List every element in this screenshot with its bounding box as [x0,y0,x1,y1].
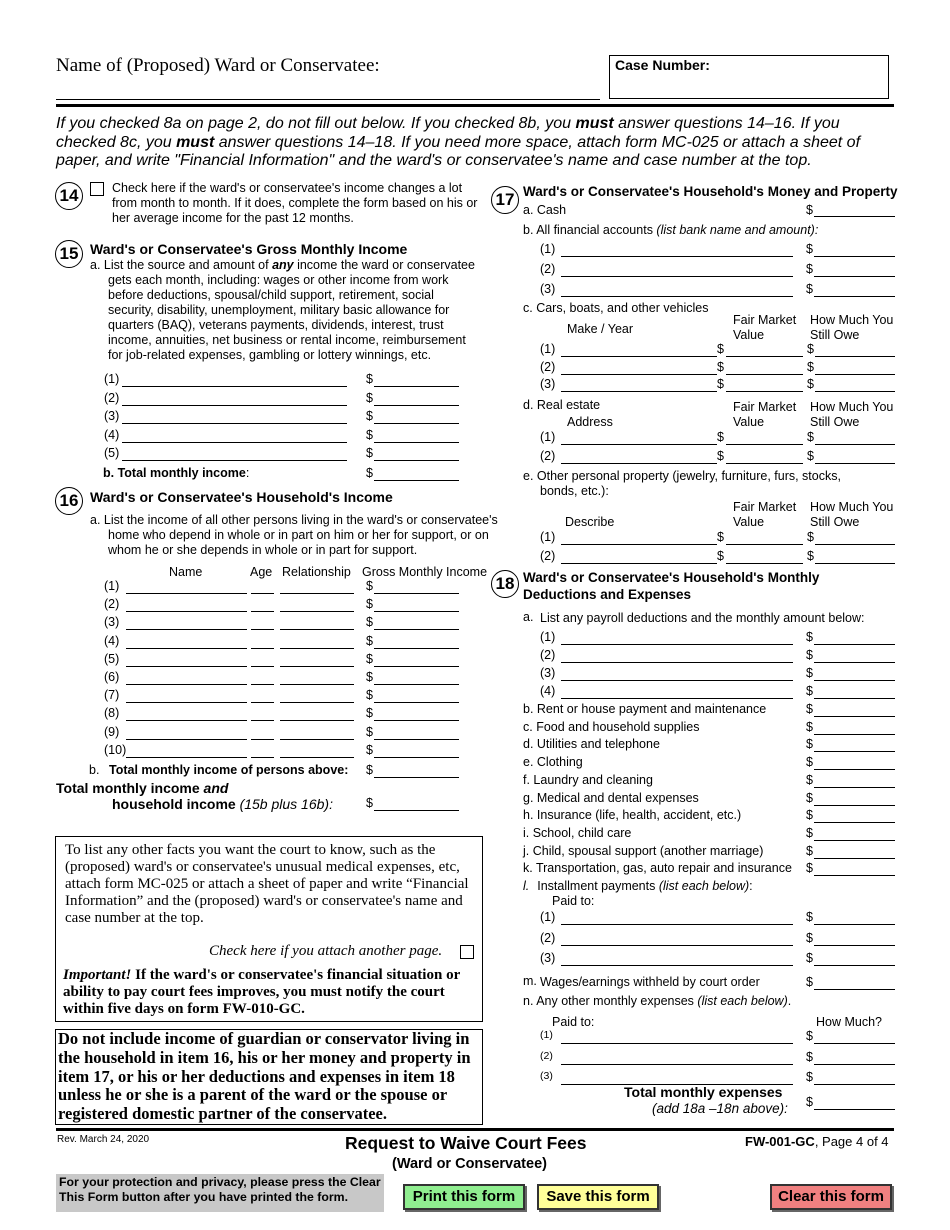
amount-field[interactable] [814,662,895,663]
row-number: (3) [104,409,120,423]
income-amount-field[interactable] [374,460,459,461]
row-number: (2) [104,390,120,405]
description-field[interactable] [561,256,793,257]
item-17d-col1: Address [567,415,613,429]
dollar-sign: $ [806,1049,813,1064]
person-relationship-field[interactable] [280,648,354,649]
expense-item-label: g. Medical and dental expenses [523,790,699,805]
amount-field[interactable] [814,276,895,277]
description-field[interactable] [561,945,793,946]
person-relationship-field[interactable] [280,720,354,721]
amount-field[interactable] [814,698,895,699]
description-field[interactable] [561,680,793,681]
person-age-field[interactable] [251,666,274,667]
item-16-title: Ward's or Conservatee's Household's Income [90,489,393,505]
item-16b-amount[interactable] [374,777,459,778]
dollar-sign: $ [366,670,373,684]
expense-amount-field[interactable] [814,751,895,752]
market-value-field[interactable] [726,356,803,357]
amount-owed-field[interactable] [815,463,895,464]
dollar-sign: $ [366,390,373,405]
expense-amount-field[interactable] [814,805,895,806]
name-line[interactable] [56,99,600,100]
item-14-text: Check here if the ward's or conservatee's income changes a lot from month to month. If it does, complete the form based on his or her average income for the past 12 months. [112,181,478,225]
person-name-field[interactable] [126,629,247,630]
expense-item-label: k. Transportation, gas, auto repair and insurance [523,861,792,876]
amount-field[interactable] [814,256,895,257]
row-number: (2) [104,597,120,612]
row-number: (4) [540,684,556,698]
dollar-sign: $ [366,706,373,721]
description-field[interactable] [561,924,793,925]
col-relationship-header: Relationship [282,565,351,579]
row-number: (5) [104,651,120,666]
col-gross-header: Gross Monthly Income [362,565,488,579]
person-relationship-field[interactable] [280,629,354,630]
description-field[interactable] [561,444,717,445]
market-value-field[interactable] [726,444,803,445]
dollar-sign: $ [717,448,724,463]
amount-owed-field[interactable] [815,356,895,357]
case-number-box[interactable] [609,55,889,99]
item-17e-label: e. Other personal property (jewelry, furniture, furs, stocks, bonds, etc.): [523,469,841,498]
description-field[interactable] [561,1043,793,1044]
person-name-field[interactable] [126,702,247,703]
expense-item-label: c. Food and household supplies [523,719,700,734]
dollar-sign: $ [717,377,724,391]
item-17d-owe-header: How Much You Still Owe [810,400,894,429]
person-name-field[interactable] [126,684,247,685]
dollar-sign: $ [806,282,813,296]
amount-owed-field[interactable] [815,374,895,375]
dollar-sign: $ [806,737,813,752]
expense-amount-field[interactable] [814,769,895,770]
item-17c-fmv-header: Fair Market Value [733,313,797,342]
dollar-sign: $ [807,342,814,356]
market-value-field[interactable] [726,374,803,375]
item-16b-dollar: $ [366,763,373,777]
name-label: Name of (Proposed) Ward or Conservatee: [56,55,380,76]
item-17a-amount[interactable] [814,216,895,217]
row-number: (1) [540,242,556,256]
dollar-sign: $ [366,409,373,423]
person-income-field[interactable] [374,757,459,758]
market-value-field[interactable] [726,563,803,564]
income-source-field[interactable] [122,386,347,387]
dollar-sign: $ [806,242,813,256]
row-number: (2) [540,1049,553,1062]
row-number: (1) [540,910,556,924]
description-field[interactable] [561,563,717,564]
item-16b-prefix: b. [89,763,100,777]
attach-page-label: Check here if you attach another page. [209,943,443,959]
item-18a-label: List any payroll deductions and the monthly amount below: [540,611,865,625]
dollar-sign: $ [806,719,813,734]
row-number: (3) [540,1070,553,1082]
item-18m-prefix: m. [523,974,537,988]
col-name-header: Name [169,565,203,579]
dollar-sign: $ [366,688,373,703]
expense-item-label: i. School, child care [523,825,632,840]
item-18n-label: n. Any other monthly expenses (list each below). [523,994,792,1008]
item-17a-label: a. Cash [523,203,567,217]
person-name-field[interactable] [126,739,247,740]
do-not-include-text: Do not include income of guardian or conservator living in the household in item 16, his or her money and property in item 17, or his or her deductions and expenses in item 18 unless he or she is a parent of the ward or the spouse or registered domestic partner of the conservatee. [58,1029,471,1124]
income-amount-field[interactable] [374,423,459,424]
row-number: (2) [540,930,556,945]
item-18m-dollar: $ [806,975,813,989]
person-age-field[interactable] [251,629,274,630]
income-source-field[interactable] [122,423,347,424]
dollar-sign: $ [717,530,724,544]
household-total-amount[interactable] [374,810,459,811]
dollar-sign: $ [806,930,813,945]
dollar-sign: $ [717,430,724,444]
row-number: (1) [540,430,556,444]
row-number: (9) [104,724,120,739]
dollar-sign: $ [806,825,813,840]
item-17c-label: c. Cars, boats, and other vehicles [523,301,709,315]
expense-amount-field[interactable] [814,822,895,823]
description-field[interactable] [561,356,717,357]
description-field[interactable] [561,296,793,297]
household-total-dollar: $ [366,796,373,810]
total-expenses-note: (add 18a –18n above): [652,1101,788,1116]
dollar-sign: $ [806,910,813,924]
person-income-field[interactable] [374,666,459,667]
description-field[interactable] [561,544,717,545]
item-15b-dollar: $ [366,466,373,480]
other-facts-text: To list any other facts you want the court to know, such as the (proposed) ward's or conservatee's unusual medical expenses, etc, attach form MC-025 or attach a sheet of paper and write “Financial Information” and the (proposed) ward's or conservatee's name and case number at the top. [65,842,469,926]
person-age-field[interactable] [251,720,274,721]
amount-owed-field[interactable] [815,544,895,545]
person-age-field[interactable] [251,611,274,612]
item-15b-label: b. Total monthly income: [103,466,250,480]
person-name-field[interactable] [126,611,247,612]
description-field[interactable] [561,662,793,663]
expense-item-label: f. Laundry and cleaning [523,772,653,787]
dollar-sign: $ [807,530,814,544]
dollar-sign: $ [366,615,373,630]
dollar-sign: $ [366,446,373,460]
item-15-number: 15 [55,240,83,268]
expense-item-label: d. Utilities and telephone [523,737,660,752]
person-age-field[interactable] [251,702,274,703]
item-17d-label: d. Real estate [523,398,601,412]
col-age-header: Age [250,565,273,579]
dollar-sign: $ [717,548,724,563]
print-button[interactable]: Print this form [403,1184,525,1210]
description-field[interactable] [561,463,717,464]
person-income-field[interactable] [374,720,459,721]
intro-text: If you checked 8a on page 2, do not fill out below. If you checked 8b, you must answer questions 14–16. If you checked 8c, you must answer questions 14–18. If you need more space, attach form MC-025 or attach a sheet of paper, and write "Financial Information" and the ward's or conservatee's name and case number at the top. [56,115,861,169]
dollar-sign: $ [366,651,373,666]
dollar-sign: $ [366,633,373,648]
dollar-sign: $ [806,630,813,644]
description-field[interactable] [561,644,793,645]
dollar-sign: $ [806,666,813,680]
amount-owed-field[interactable] [815,563,895,564]
expense-amount-field[interactable] [814,716,895,717]
item-18-number: 18 [491,570,519,598]
expense-amount-field[interactable] [814,875,895,876]
form-title: Request to Waive Court Fees [345,1133,587,1153]
total-expenses-dollar: $ [806,1095,813,1109]
dollar-sign: $ [366,724,373,739]
person-income-field[interactable] [374,648,459,649]
amount-field[interactable] [814,924,895,925]
dollar-sign: $ [806,843,813,858]
amount-field[interactable] [814,296,895,297]
revision-date: Rev. March 24, 2020 [57,1134,150,1145]
dollar-sign: $ [806,861,813,876]
expense-item-label: h. Insurance (life, health, accident, etc.) [523,808,742,823]
item-17c-col1: Make / Year [567,322,634,336]
amount-owed-field[interactable] [815,391,895,392]
header-rule [56,104,894,107]
row-number: (3) [104,615,120,630]
expense-amount-field[interactable] [814,840,895,841]
amount-field[interactable] [814,1064,895,1065]
row-number: (10) [104,742,127,757]
dollar-sign: $ [806,808,813,823]
amount-field[interactable] [814,945,895,946]
row-number: (1) [540,1029,553,1041]
row-number: (3) [540,282,556,296]
item-17-title: Ward's or Conservatee's Household's Money and Property [523,184,898,199]
dollar-sign: $ [807,548,814,563]
item-17-number: 17 [491,186,519,214]
row-number: (5) [104,446,120,460]
row-number: (4) [104,427,120,442]
save-button[interactable]: Save this form [537,1184,659,1210]
case-number-label: Case Number: [615,57,710,73]
dollar-sign: $ [806,1070,813,1084]
row-number: (8) [104,706,120,721]
important-notice: Important! If the ward's or conservatee's financial situation or ability to pay court fees improves, you must notify the court within five days on form FW-010-GC. [63,967,460,1017]
dollar-sign: $ [366,579,373,593]
dollar-sign: $ [807,377,814,391]
item-16b-label: Total monthly income of persons above: [109,763,349,777]
dollar-sign: $ [366,372,373,386]
person-relationship-field[interactable] [280,702,354,703]
row-number: (1) [104,372,120,386]
expense-item-label: b. Rent or house payment and maintenance [523,702,767,716]
person-income-field[interactable] [374,684,459,685]
item-17e-col1: Describe [565,515,615,529]
person-name-field[interactable] [126,648,247,649]
row-number: (1) [104,579,120,593]
form-subtitle: (Ward or Conservatee) [392,1156,547,1172]
item-17b-label: b. All financial accounts (list bank name and amount): [523,223,819,237]
dollar-sign: $ [806,262,813,276]
item-15b-amount[interactable] [374,480,459,481]
description-field[interactable] [561,391,717,392]
household-total-line1: Total monthly income and [56,780,229,796]
row-number: (1) [540,530,556,544]
person-income-field[interactable] [374,593,459,594]
attach-page-checkbox[interactable] [460,945,474,959]
dollar-sign: $ [806,648,813,662]
income-source-field[interactable] [122,442,347,443]
amount-field[interactable] [814,1043,895,1044]
income-varies-checkbox[interactable] [90,182,104,196]
total-expenses-label: Total monthly expenses [624,1084,783,1100]
privacy-note: For your protection and privacy, please press the Clear This Form button after you have printed the form. [56,1174,384,1212]
row-number: (6) [104,670,120,684]
dollar-sign: $ [806,684,813,698]
item-18l-paid-to: Paid to: [552,894,595,908]
item-15-title: Ward's or Conservatee's Gross Monthly Income [90,241,408,257]
dollar-sign: $ [366,597,373,612]
person-name-field[interactable] [126,593,247,594]
dollar-sign: $ [366,742,373,757]
row-number: (2) [540,448,556,463]
dollar-sign: $ [806,951,813,965]
clear-button[interactable]: Clear this form [770,1184,892,1210]
row-number: (2) [540,359,556,374]
person-age-field[interactable] [251,684,274,685]
dollar-sign: $ [807,448,814,463]
item-18l-label: l. Installment payments (list each below): [523,879,753,893]
person-name-field[interactable] [126,757,247,758]
row-number: (1) [540,630,556,644]
person-age-field[interactable] [251,757,274,758]
income-amount-field[interactable] [374,405,459,406]
market-value-field[interactable] [726,463,803,464]
row-number: (4) [104,633,120,648]
market-value-field[interactable] [726,391,803,392]
income-amount-field[interactable] [374,386,459,387]
person-relationship-field[interactable] [280,684,354,685]
form-id: FW-001-GC, Page 4 of 4 [745,1134,889,1149]
item-18m-amount[interactable] [814,989,895,990]
description-field[interactable] [561,276,793,277]
item-16a-text: a. List the income of all other persons living in the ward's or conservatee's home who depend in whole or in part on him or her for support, or on whom he or she depends in whole or in part for support. [90,513,498,557]
dollar-sign: $ [806,1029,813,1043]
item-18-title: Ward's or Conservatee's Household's Monthly Deductions and Expenses [523,570,820,602]
income-source-field[interactable] [122,460,347,461]
dollar-sign: $ [717,359,724,374]
description-field[interactable] [561,1064,793,1065]
row-number: (2) [540,648,556,662]
item-17e-fmv-header: Fair Market Value [733,500,797,529]
income-amount-field[interactable] [374,442,459,443]
amount-field[interactable] [814,1084,895,1085]
expense-amount-field[interactable] [814,734,895,735]
person-income-field[interactable] [374,702,459,703]
row-number: (3) [540,377,556,391]
person-relationship-field[interactable] [280,739,354,740]
row-number: (3) [540,951,556,965]
item-15a-text: a. List the source and amount of any income the ward or conservatee gets each month, including: wages or other income from work before deductions, spousal/child support, retirement, social security, disability, unemployment, military basic allowance for quarters (BAQ), veterans payments, dividends, interest, trust income, annuities, net business or rental income, reimbursement for job-related expenses, gambling or lottery winnings, etc. [90,258,475,362]
person-relationship-field[interactable] [280,611,354,612]
dollar-sign: $ [717,342,724,356]
person-income-field[interactable] [374,611,459,612]
person-age-field[interactable] [251,593,274,594]
amount-field[interactable] [814,965,895,966]
item-17c-owe-header: How Much You Still Owe [810,313,894,342]
amount-field[interactable] [814,680,895,681]
row-number: (1) [540,342,556,356]
person-relationship-field[interactable] [280,593,354,594]
market-value-field[interactable] [726,544,803,545]
item-17a-dollar: $ [806,203,813,217]
total-expenses-amount[interactable] [814,1109,895,1110]
dollar-sign: $ [807,359,814,374]
dollar-sign: $ [806,702,813,716]
household-total-line2: household income (15b plus 16b): [112,796,333,812]
description-field[interactable] [561,374,717,375]
expense-item-label: e. Clothing [523,755,583,770]
dollar-sign: $ [806,755,813,770]
item-17e-owe-header: How Much You Still Owe [810,500,894,529]
row-number: (3) [540,666,556,680]
footer-rule [56,1128,894,1131]
income-source-field[interactable] [122,405,347,406]
person-name-field[interactable] [126,666,247,667]
dollar-sign: $ [806,772,813,787]
item-14-number: 14 [55,182,83,210]
person-income-field[interactable] [374,739,459,740]
row-number: (2) [540,262,556,276]
person-age-field[interactable] [251,739,274,740]
person-relationship-field[interactable] [280,666,354,667]
person-relationship-field[interactable] [280,757,354,758]
dollar-sign: $ [806,790,813,805]
amount-field[interactable] [814,644,895,645]
dollar-sign: $ [366,427,373,442]
expense-item-label: j. Child, spousal support (another marriage) [523,843,764,858]
dollar-sign: $ [807,430,814,444]
person-income-field[interactable] [374,629,459,630]
person-age-field[interactable] [251,648,274,649]
item-18n-how-much: How Much? [816,1015,882,1029]
description-field[interactable] [561,698,793,699]
item-17d-fmv-header: Fair Market Value [733,400,797,429]
item-18m-label: Wages/earnings withheld by court order [540,975,760,989]
row-number: (7) [104,688,120,703]
item-18n-paid-to: Paid to: [552,1015,595,1029]
item-18a-prefix: a. [523,610,534,624]
person-name-field[interactable] [126,720,247,721]
row-number: (2) [540,548,556,563]
description-field[interactable] [561,965,793,966]
expense-amount-field[interactable] [814,858,895,859]
item-16-number: 16 [55,487,83,515]
amount-owed-field[interactable] [815,444,895,445]
expense-amount-field[interactable] [814,787,895,788]
